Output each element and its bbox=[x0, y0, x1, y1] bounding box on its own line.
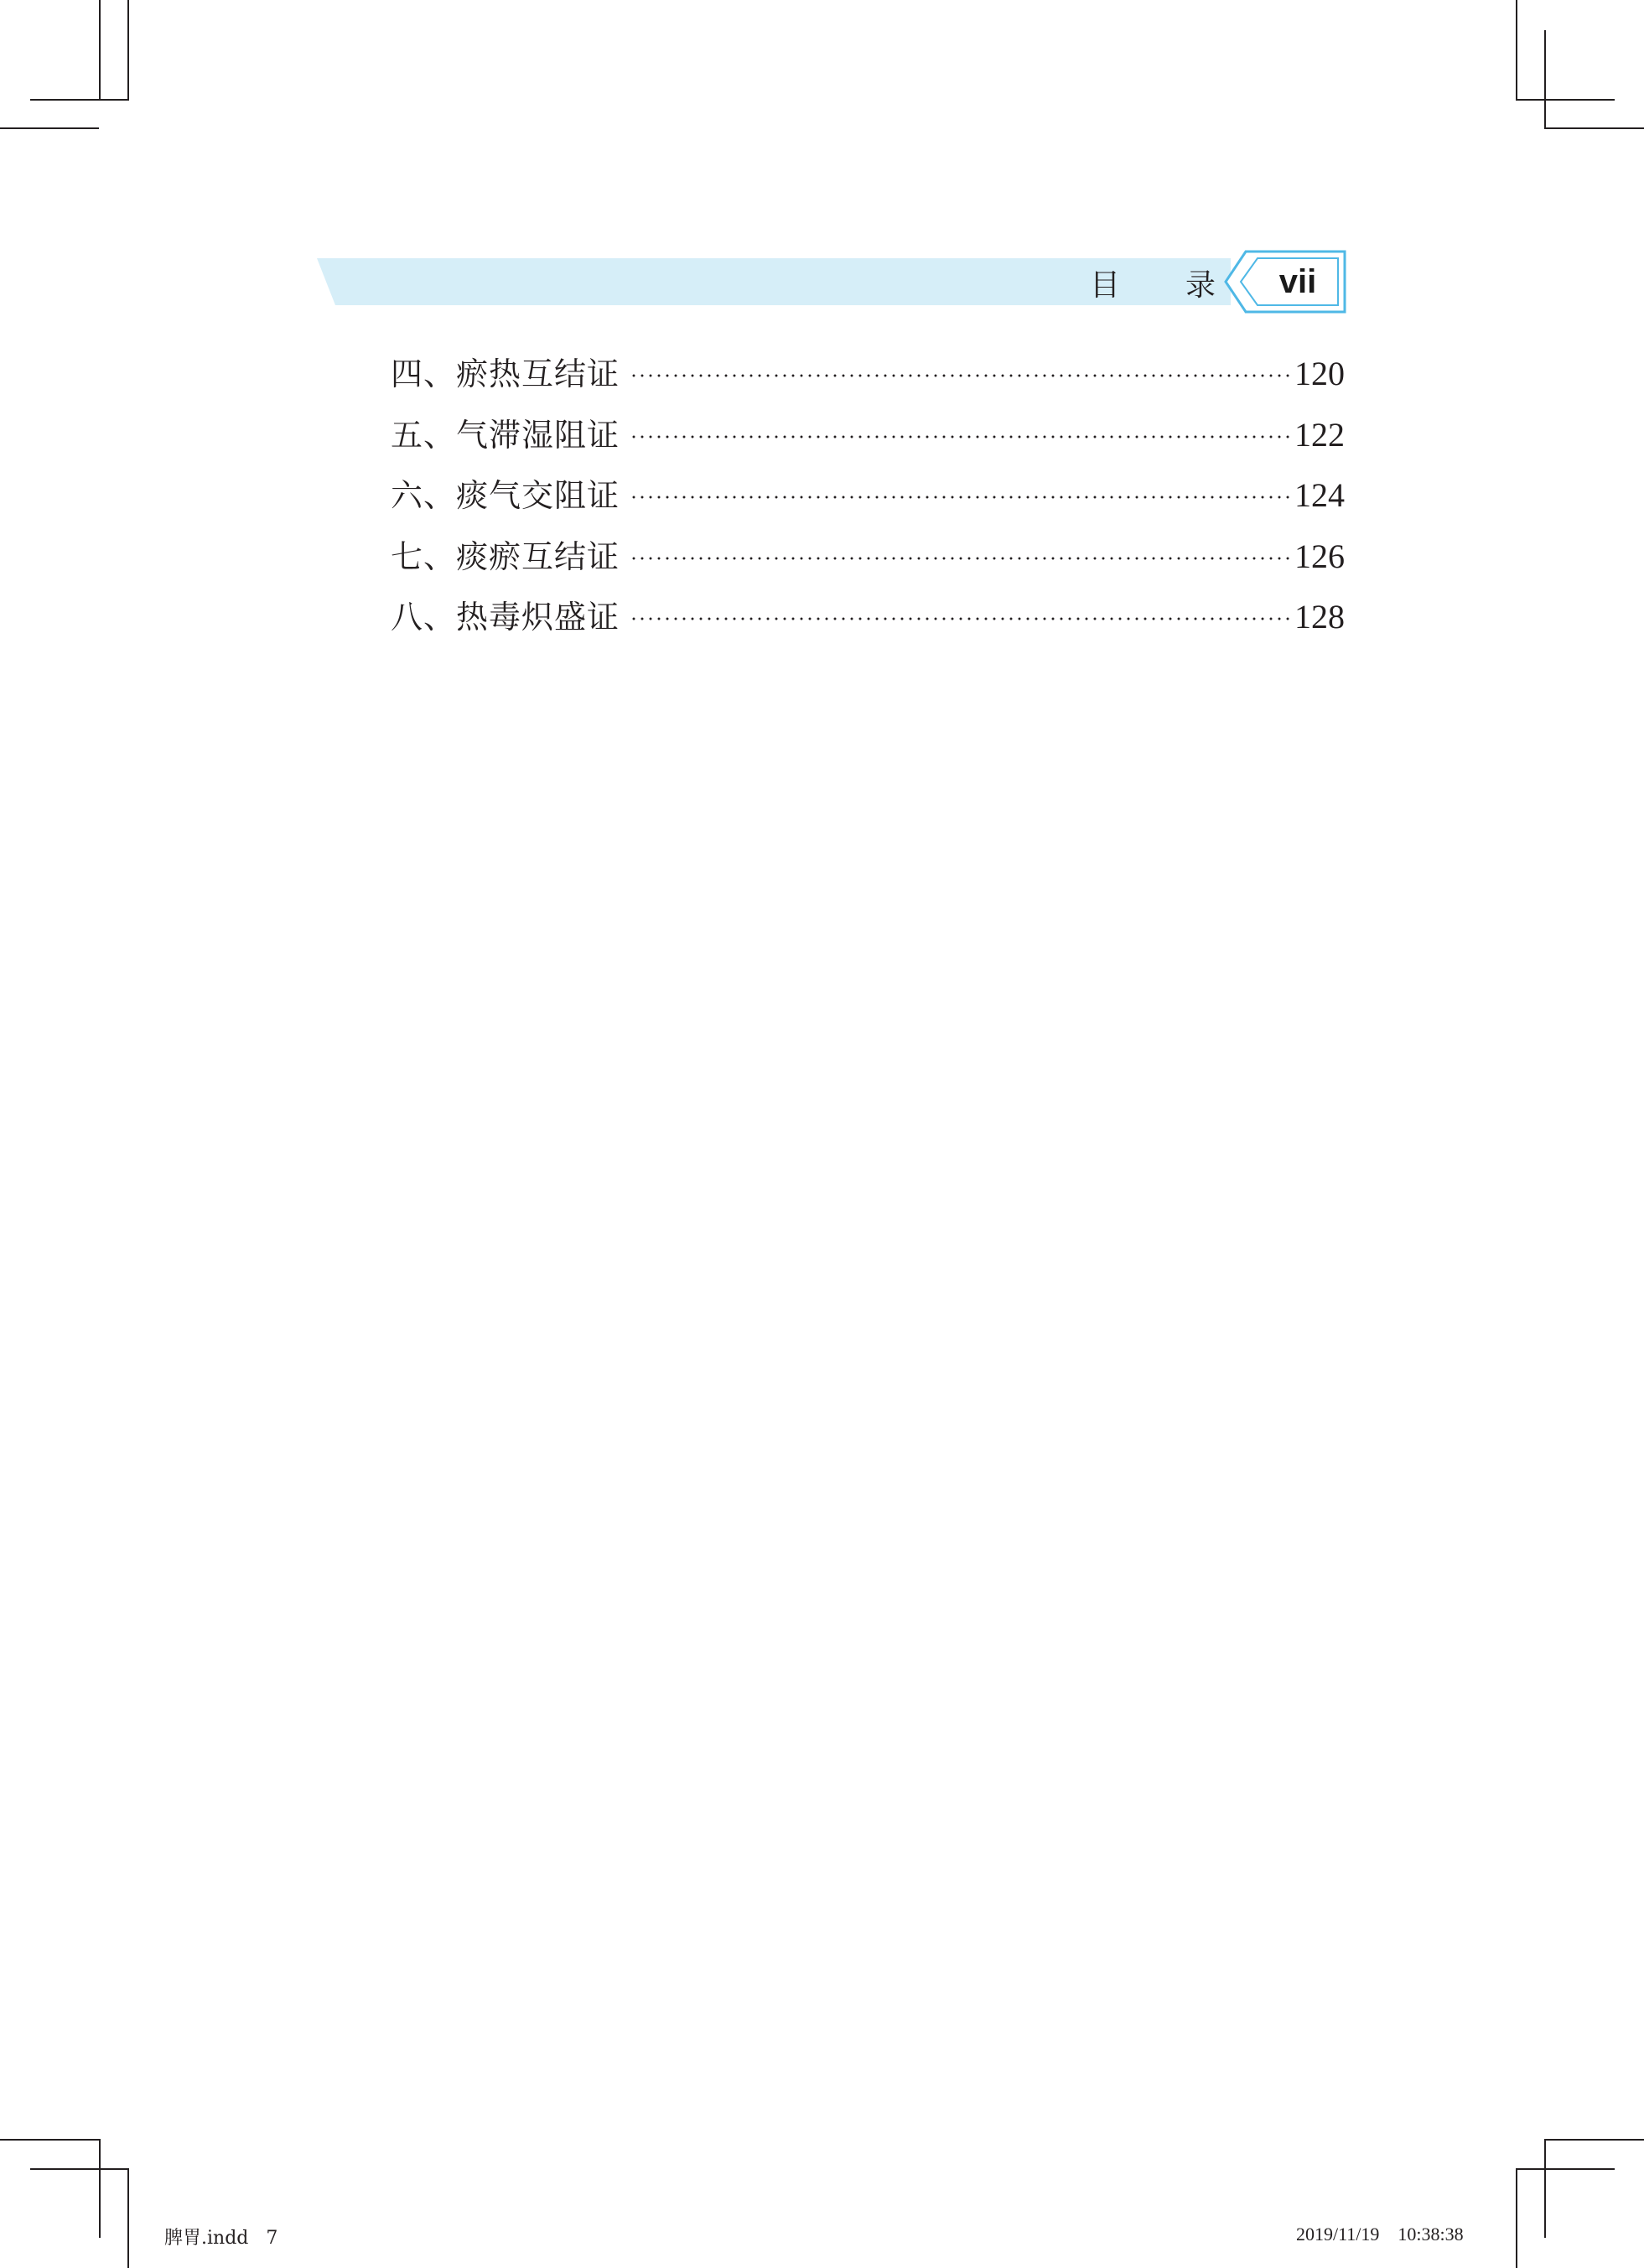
toc-entry[interactable] bbox=[391, 465, 1345, 527]
toc-entry-label: 七、痰瘀互结证 bbox=[391, 537, 620, 575]
crop-mark bbox=[1516, 0, 1517, 99]
section-title-char: 录 bbox=[1185, 267, 1216, 303]
crop-mark bbox=[127, 2168, 129, 2268]
toc-entry-page: 126 bbox=[1294, 537, 1345, 575]
crop-mark bbox=[1544, 2139, 1546, 2238]
crop-mark bbox=[99, 2139, 101, 2238]
crop-mark bbox=[0, 127, 99, 129]
slug-filename: 脾胃.indd 7 bbox=[164, 2228, 278, 2249]
toc-dot-leader bbox=[630, 617, 1291, 620]
toc-dot-leader bbox=[630, 496, 1291, 499]
crop-mark bbox=[30, 99, 129, 101]
crop-mark bbox=[1516, 2168, 1615, 2170]
toc-list bbox=[391, 344, 1345, 648]
crop-mark bbox=[1544, 2139, 1644, 2141]
toc-dot-leader bbox=[630, 557, 1291, 560]
toc-entry-page: 120 bbox=[1294, 355, 1345, 393]
toc-entry-page: 122 bbox=[1294, 415, 1345, 454]
toc-entry-label: 五、气滞湿阻证 bbox=[391, 416, 620, 454]
section-title-char: 目 bbox=[1090, 267, 1121, 303]
toc-entry[interactable] bbox=[391, 587, 1345, 648]
toc-entry[interactable] bbox=[391, 344, 1345, 405]
toc-entry[interactable] bbox=[391, 405, 1345, 466]
crop-mark bbox=[0, 2139, 99, 2141]
toc-dot-leader bbox=[630, 374, 1291, 377]
toc-entry-label: 四、瘀热互结证 bbox=[391, 356, 620, 393]
crop-mark bbox=[127, 0, 129, 99]
toc-entry-page: 128 bbox=[1294, 598, 1345, 636]
crop-mark bbox=[30, 2168, 129, 2170]
crop-mark bbox=[1544, 127, 1644, 129]
crop-mark bbox=[1516, 2168, 1517, 2268]
slug-timestamp: 2019/11/19 10:38:38 bbox=[1296, 2224, 1464, 2245]
page-number: vii bbox=[1278, 262, 1317, 300]
toc-entry-page: 124 bbox=[1294, 476, 1345, 515]
section-title bbox=[1090, 262, 1216, 304]
crop-mark bbox=[1544, 30, 1546, 129]
toc-entry[interactable] bbox=[391, 527, 1345, 588]
toc-dot-leader bbox=[630, 435, 1291, 439]
crop-mark bbox=[1516, 99, 1615, 101]
toc-entry-label: 六、痰气交阻证 bbox=[391, 477, 620, 515]
crop-mark bbox=[99, 0, 101, 99]
toc-entry-label: 八、热毒炽盛证 bbox=[391, 599, 620, 636]
